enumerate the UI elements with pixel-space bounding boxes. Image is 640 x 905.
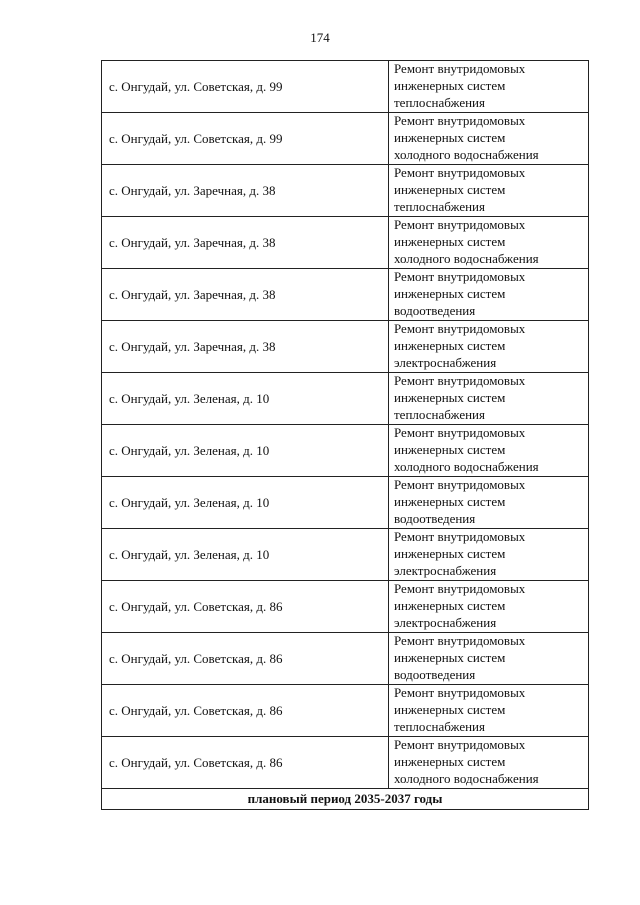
address-cell: с. Онгудай, ул. Советская, д. 86 — [102, 685, 389, 737]
table-row — [102, 685, 589, 737]
work-cell — [389, 269, 589, 321]
work-line: теплоснабжения — [394, 718, 485, 734]
work-line: Ремонт внутридомовых — [394, 165, 526, 181]
works-table — [101, 60, 589, 810]
work-line: электроснабжения — [394, 614, 497, 630]
work-line: Ремонт внутридомовых — [394, 61, 526, 77]
work-line: электроснабжения — [394, 354, 497, 370]
work-cell — [389, 685, 589, 737]
work-line: Ремонт внутридомовых — [394, 217, 526, 233]
address-cell: с. Онгудай, ул. Советская, д. 86 — [102, 633, 389, 685]
work-cell — [389, 217, 589, 269]
work-line: холодного водоснабжения — [394, 458, 539, 474]
work-line: инженерных систем — [394, 598, 506, 614]
address-cell: с. Онгудай, ул. Советская, д. 86 — [102, 737, 389, 789]
work-line: инженерных систем — [394, 78, 506, 94]
work-line: инженерных систем — [394, 650, 506, 666]
address-cell: с. Онгудай, ул. Зеленая, д. 10 — [102, 373, 389, 425]
work-line: Ремонт внутридомовых — [394, 321, 526, 337]
address-cell: с. Онгудай, ул. Заречная, д. 38 — [102, 321, 389, 373]
work-line: инженерных систем — [394, 702, 506, 718]
work-cell — [389, 113, 589, 165]
address-cell: с. Онгудай, ул. Заречная, д. 38 — [102, 165, 389, 217]
work-line: электроснабжения — [394, 562, 497, 578]
work-cell — [389, 633, 589, 685]
work-line: теплоснабжения — [394, 406, 485, 422]
work-line: водоотведения — [394, 510, 476, 526]
work-line: Ремонт внутридомовых — [394, 581, 526, 597]
table-row — [102, 217, 589, 269]
work-line: инженерных систем — [394, 338, 506, 354]
work-cell — [389, 61, 589, 113]
work-line: Ремонт внутридомовых — [394, 529, 526, 545]
work-cell — [389, 529, 589, 581]
work-line: теплоснабжения — [394, 94, 485, 110]
table-row — [102, 269, 589, 321]
work-line: инженерных систем — [394, 234, 506, 250]
address-cell: с. Онгудай, ул. Зеленая, д. 10 — [102, 529, 389, 581]
address-cell: с. Онгудай, ул. Советская, д. 99 — [102, 61, 389, 113]
table-row — [102, 373, 589, 425]
table-row — [102, 529, 589, 581]
work-line: Ремонт внутридомовых — [394, 425, 526, 441]
page-number: 174 — [310, 30, 330, 45]
period-row — [102, 789, 589, 810]
work-cell — [389, 321, 589, 373]
work-cell — [389, 165, 589, 217]
work-line: холодного водоснабжения — [394, 770, 539, 786]
work-line: холодного водоснабжения — [394, 146, 539, 162]
work-line: Ремонт внутридомовых — [394, 685, 526, 701]
work-line: инженерных систем — [394, 754, 506, 770]
table-row — [102, 113, 589, 165]
work-line: Ремонт внутридомовых — [394, 113, 526, 129]
work-line: Ремонт внутридомовых — [394, 737, 526, 753]
table-row — [102, 165, 589, 217]
work-line: инженерных систем — [394, 442, 506, 458]
work-line: водоотведения — [394, 302, 476, 318]
period-heading: плановый период 2035-2037 годы — [102, 789, 589, 810]
table-row — [102, 61, 589, 113]
work-cell — [389, 373, 589, 425]
address-cell: с. Онгудай, ул. Советская, д. 99 — [102, 113, 389, 165]
address-cell: с. Онгудай, ул. Зеленая, д. 10 — [102, 425, 389, 477]
work-line: инженерных систем — [394, 182, 506, 198]
work-cell — [389, 425, 589, 477]
work-line: Ремонт внутридомовых — [394, 269, 526, 285]
work-line: инженерных систем — [394, 286, 506, 302]
table-row — [102, 581, 589, 633]
address-cell: с. Онгудай, ул. Советская, д. 86 — [102, 581, 389, 633]
table-row — [102, 425, 589, 477]
table-row — [102, 477, 589, 529]
table-row — [102, 633, 589, 685]
work-cell — [389, 581, 589, 633]
work-line: теплоснабжения — [394, 198, 485, 214]
work-line: Ремонт внутридомовых — [394, 477, 526, 493]
work-line: Ремонт внутридомовых — [394, 373, 526, 389]
table-row — [102, 321, 589, 373]
work-line: холодного водоснабжения — [394, 250, 539, 266]
work-line: Ремонт внутридомовых — [394, 633, 526, 649]
work-line: инженерных систем — [394, 130, 506, 146]
work-line: водоотведения — [394, 666, 476, 682]
work-line: инженерных систем — [394, 546, 506, 562]
work-line: инженерных систем — [394, 494, 506, 510]
work-cell — [389, 737, 589, 789]
table-row — [102, 737, 589, 789]
work-line: инженерных систем — [394, 390, 506, 406]
address-cell: с. Онгудай, ул. Заречная, д. 38 — [102, 217, 389, 269]
work-cell — [389, 477, 589, 529]
address-cell: с. Онгудай, ул. Зеленая, д. 10 — [102, 477, 389, 529]
address-cell: с. Онгудай, ул. Заречная, д. 38 — [102, 269, 389, 321]
